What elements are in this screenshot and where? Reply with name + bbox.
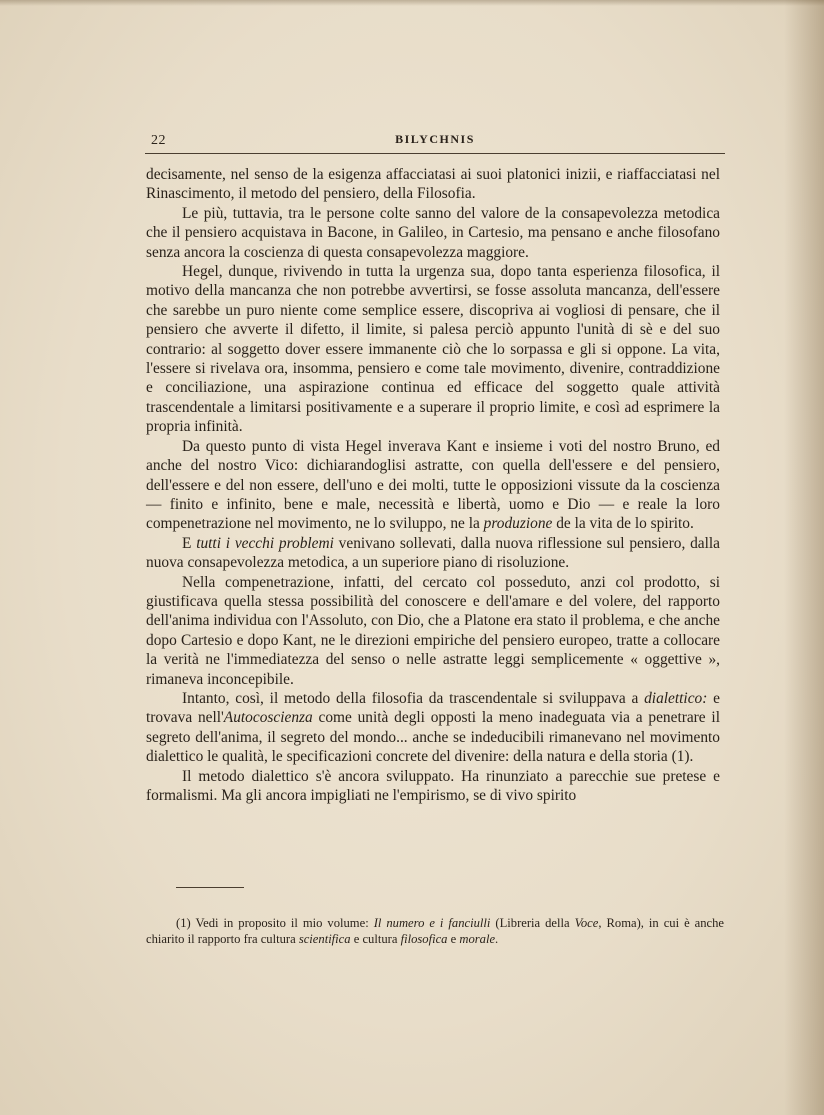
header-rule	[145, 153, 725, 154]
text-run: Hegel, dunque, rivivendo in tutta la urgenza sua, dopo tanta esperienza filosofica, il motivo della mancanza che non potrebbe avvertirsi, se fosse assoluta mancanza, dell'essere che sarebbe un puro niente come semplice essere, discopriva ai vogliosi di pensare, che il pensiero che avverte il difetto, il limite, si palesa perciò appunto l'unità di sè e del suo contrario: al soggetto dover essere immanente ciò che lo sorpassa e gli si oppone. La vita, l'essere si rivelava ora, insomma, pensiero e come tale movimento, divenire, contraddizione e conciliazione, una aspirazione continua ed efficace del soggetto quale attività trascendentale a limitarsi positivamente e a superare il proprio limite, e così ad esprimere la propria infinità.	[146, 263, 720, 436]
text-run: decisamente, nel senso de la esigenza affacciatasi ai suoi platonici inizii, e riaffacciatasi nel Rinascimento, il metodo del pensiero, della Filosofia.	[146, 166, 720, 203]
body-text	[146, 165, 720, 805]
text-run: Le più, tuttavia, tra le persone colte sanno del valore de la consapevolezza metodica che il pensiero acquistava in Bacone, in Galileo, in Cartesio, ma pensano e anche filosofano senza ancora la coscienza di questa consapevolezza maggiore.	[146, 204, 720, 261]
text-run: , Roma), in cui è anche chiarito il rapporto fra cultura	[146, 915, 725, 946]
page-header	[145, 130, 725, 152]
paragraph	[146, 165, 720, 204]
italic-text: Voce	[574, 915, 599, 930]
text-run: e	[447, 931, 460, 946]
italic-text: Autocoscienza	[223, 709, 313, 727]
text-run: .	[495, 931, 499, 946]
text-run: e cultura	[350, 931, 401, 946]
page-top-edge	[0, 0, 824, 6]
text-run: Intanto, così, il metodo della filosofia da trascendentale si sviluppava a	[182, 689, 645, 707]
footnote-rule	[176, 887, 244, 888]
text-run: Da questo punto di vista Hegel inverava Kant e insieme i voti del nostro Bruno, ed anche del nostro Vico: dichiarandoglisi astratte, con quella dell'essere e del pensiero, dell'essere e del non essere, dell'uno e dei molti, tutte le opposizioni vissute da la coscienza — finito e infinito, bene e male, necessità e libertà, uomo e Dio — e reale la loro compenetrazione nel movimento, ne lo sviluppo, ne la	[146, 437, 720, 533]
paragraph	[146, 534, 720, 573]
paragraph	[146, 262, 720, 437]
text-run: (Libreria della	[490, 915, 575, 930]
paragraph	[146, 767, 720, 806]
text-run: de la vita de lo spirito.	[552, 515, 694, 533]
paragraph	[146, 204, 720, 262]
italic-text: tutti i vecchi problemi	[196, 534, 334, 552]
text-run: venivano sollevati, dalla nuova riflessione sul pensiero, dalla nuova consapevolezza metodica, a un superiore piano di risoluzione.	[146, 534, 720, 572]
text-run: Nella compenetrazione, infatti, del cercato col posseduto, anzi col prodotto, si giustificava quella stessa possibilità del conoscere e dell'amare e del volere, del rapporto dell'anima individua con l'Assoluto, con Dio, che a Platone era stato il problema, e che anche dopo Cartesio e dopo Kant, ne le direzioni empiriche del pensiero europeo, tratte a collocare la verità ne l'immediatezza del senso o nelle astratte leggi semplicemente « oggettive », rimaneva inconcepibile.	[146, 573, 720, 688]
text-run: e trovava nell'	[146, 689, 721, 727]
text-run: come unità degli opposti la meno inadeguata via a penetrare il segreto dell'anima, il segreto del mondo... anche se indeducibili rimanevano nel movimento dialettico le qualità, le specificazioni concrete del divenire: della natura e della storia (1).	[146, 709, 720, 766]
footnote	[146, 915, 724, 947]
page-number: 22	[151, 133, 166, 148]
text-run: E	[182, 534, 197, 552]
paragraph	[146, 573, 720, 689]
running-title: BILYCHNIS	[395, 132, 475, 146]
italic-text: Il numero e i fanciulli	[373, 915, 491, 930]
text-run: Il metodo dialettico s'è ancora sviluppato. Ha rinunziato a parecchie sue pretese e formalismi. Ma gli ancora impigliati ne l'empirismo, se di vivo spirito	[146, 767, 720, 804]
text-run: (1) Vedi in proposito il mio volume:	[176, 915, 374, 930]
italic-text: filosofica	[400, 931, 448, 946]
paragraph	[146, 437, 720, 534]
italic-text: produzione	[483, 515, 553, 533]
italic-text: morale	[459, 931, 496, 946]
paragraph	[146, 689, 720, 767]
italic-text: scientifica	[298, 931, 351, 946]
page-edge-shadow	[784, 0, 824, 1115]
italic-text: dialettico:	[644, 689, 708, 707]
